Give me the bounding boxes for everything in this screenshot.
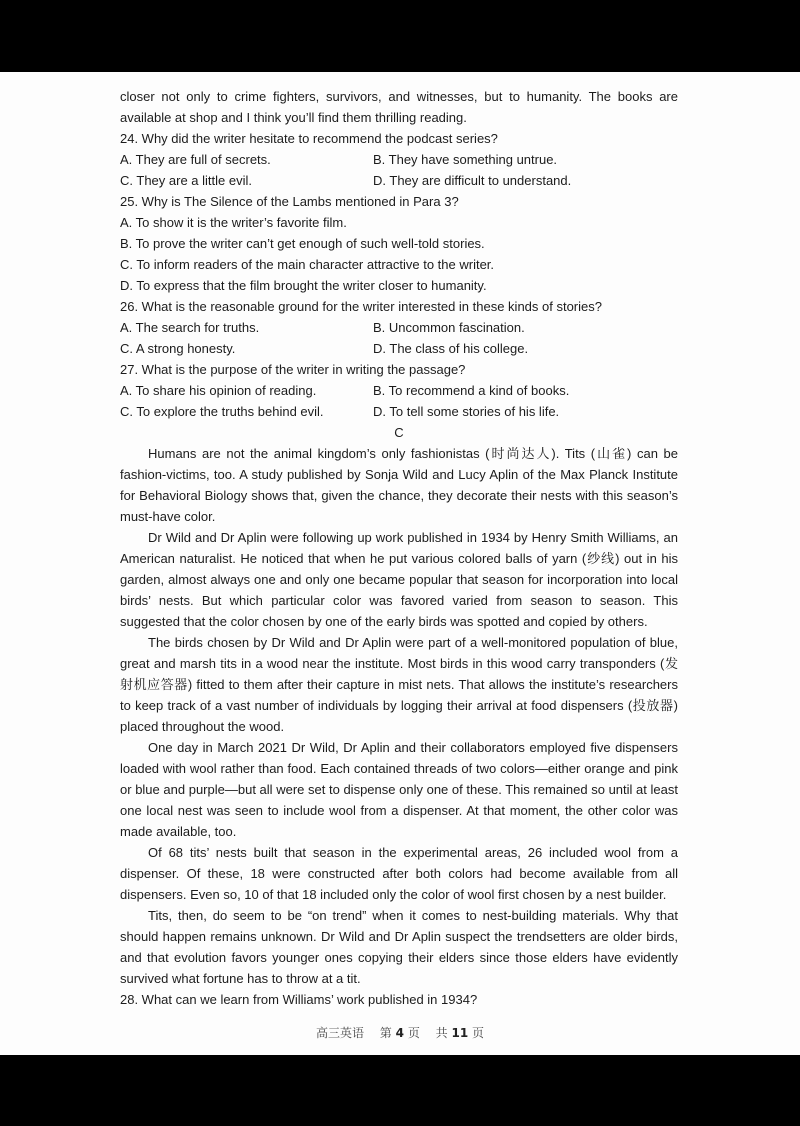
option-c: C. They are a little evil. [120, 173, 252, 188]
option-b: B. Uncommon fascination. [373, 320, 525, 335]
option-c: C. To inform readers of the main character attractive to the writer. [120, 257, 495, 272]
carryover-line-2: available at shop and I think you’ll find them thrilling reading. [120, 110, 467, 125]
passage-paragraph-1: Humans are not the animal kingdom’s only fashionistas (时尚达人). Tits (山雀) can be fashion-victims, too. A study published by Sonja Wild and Lucy Aplin of the Max Planck Institute for Behavioral Biology shows that, given the chance, they decorate their nests with this season’s must-have color. [120, 446, 678, 524]
passage-paragraph-3: The birds chosen by Dr Wild and Dr Aplin were part of a well-monitored population of blue, great and marsh tits in a wood near the institute. Most birds in this wood carry transponders (发射机应答器) fitted to them after their capture in mist nets. That allows the institute’s researchers to keep track of a vast number of individuals by logging their arrival at food dispensers (投放器) placed throughout the wood. [120, 635, 678, 734]
option-a: A. To show it is the writer’s favorite film. [120, 215, 347, 230]
passage-paragraph-5: Of 68 tits’ nests built that season in the experimental areas, 26 included wool from a dispenser. Of these, 18 were constructed after both colors had become available from all dispensers. Even so, 10 of that 18 included only the color of wool first chosen by a nest builder. [120, 845, 678, 902]
option-a: A. The search for truths. [120, 320, 260, 335]
option-b: B. They have something untrue. [373, 152, 558, 167]
carryover-line-1: closer not only to crime fighters, survivors, and witnesses, but to humanity. The books are [120, 89, 678, 104]
question-stem: 26. What is the reasonable ground for the writer interested in these kinds of stories? [120, 299, 602, 314]
question-28-stem: 28. What can we learn from Williams’ work published in 1934? [120, 992, 478, 1007]
option-b: B. To prove the writer can’t get enough of such well-told stories. [120, 236, 485, 251]
question-stem: 24. Why did the writer hesitate to recommend the podcast series? [120, 131, 498, 146]
footer-total-prefix: 共 [435, 1026, 448, 1040]
option-d: D. The class of his college. [373, 341, 529, 356]
option-d: D. To tell some stories of his life. [373, 404, 560, 419]
question-27 [120, 359, 678, 422]
exam-page [0, 72, 800, 1055]
question-24 [120, 128, 678, 191]
footer-page-suffix: 页 [407, 1026, 420, 1040]
passage-paragraph-6: Tits, then, do seem to be “on trend” when it comes to nest-building materials. Why that should happen remains unknown. Dr Wild and Dr Aplin suspect the trendsetters are older birds, and that evolution favors younger ones copying their elders since those elders have evidently survived what fortune has to throw at a tit. [120, 908, 678, 986]
question-stem: 27. What is the purpose of the writer in writing the passage? [120, 362, 466, 377]
page-footer [0, 1024, 800, 1041]
section-heading-c: C [394, 425, 404, 440]
passage-paragraph-4: One day in March 2021 Dr Wild, Dr Aplin and their collaborators employed five dispensers loaded with wool rather than food. Each contained threads of two colors—either orange and pink or blue and purple—but all were set to dispense only one of these. This remained so until at least one local nest was seen to include wool from a dispenser. At that moment, the other color was made available, too. [120, 740, 678, 839]
footer-page [380, 1026, 424, 1040]
question-stem: 25. Why is The Silence of the Lambs mentioned in Para 3? [120, 194, 459, 209]
page-content [120, 86, 678, 1010]
passage-c [120, 443, 678, 989]
option-c: C. To explore the truths behind evil. [120, 404, 324, 419]
option-a: A. To share his opinion of reading. [120, 383, 317, 398]
footer-total-pages: 11 [451, 1026, 469, 1040]
option-d: D. They are difficult to understand. [373, 173, 572, 188]
option-b: B. To recommend a kind of books. [373, 383, 570, 398]
footer-total-suffix: 页 [472, 1026, 485, 1040]
footer-total [436, 1026, 484, 1040]
footer-page-number: 4 [395, 1026, 404, 1040]
question-25 [120, 191, 678, 296]
question-26 [120, 296, 678, 359]
passage-paragraph-2: Dr Wild and Dr Aplin were following up work published in 1934 by Henry Smith Williams, an American naturalist. He noticed that when he put various colored balls of yarn (纱线) out in his garden, almost always one and only one became popular that season for incorporation into local birds’ nests. But which particular color was favored varied from season to season. This suggested that the color chosen by one of the early birds was spotted and copied by others. [120, 530, 678, 629]
footer-subject: 高三英语 [315, 1026, 364, 1040]
footer-page-prefix: 第 [379, 1026, 392, 1040]
option-d: D. To express that the film brought the writer closer to humanity. [120, 278, 487, 293]
option-c: C. A strong honesty. [120, 341, 236, 356]
option-a: A. They are full of secrets. [120, 152, 271, 167]
